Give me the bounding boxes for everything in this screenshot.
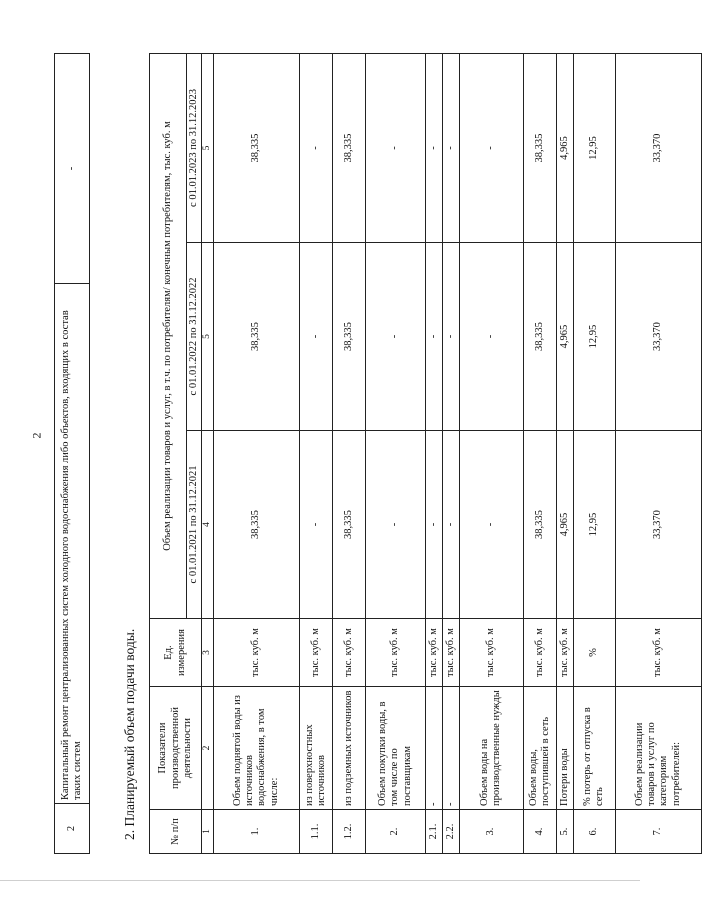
row-indicator: из поверхностных источников xyxy=(299,687,332,810)
table-row xyxy=(55,54,90,854)
table-row xyxy=(615,54,701,854)
repair-number: 2 xyxy=(55,804,90,854)
row-value-2022: - xyxy=(425,243,442,431)
row-unit: тыс. куб. м xyxy=(615,619,701,687)
table-row xyxy=(425,54,442,854)
row-unit: тыс. куб. м xyxy=(459,619,523,687)
index-cell: 5 xyxy=(202,54,214,243)
row-value-2022: - xyxy=(299,243,332,431)
row-value-2021: 33,370 xyxy=(615,431,701,619)
table-row xyxy=(523,54,556,854)
row-value-2021: 12,95 xyxy=(573,431,615,619)
rotated-content xyxy=(54,54,682,854)
row-value-2022: 38,335 xyxy=(213,243,299,431)
row-value-2021: 4,965 xyxy=(556,431,573,619)
row-unit: тыс. куб. м xyxy=(299,619,332,687)
header-period-2: с 01.01.2022 по 31.12.2022 xyxy=(187,243,202,431)
row-value-2021: - xyxy=(365,431,425,619)
row-indicator: Объем реализации товаров и услуг по категориям потребителей: xyxy=(615,687,701,810)
table-row xyxy=(556,54,573,854)
table-row xyxy=(442,54,459,854)
index-row xyxy=(202,54,214,854)
table-row xyxy=(365,54,425,854)
row-num: 3. xyxy=(459,810,523,854)
row-indicator: % потерь от отпуска в сеть xyxy=(573,687,615,810)
row-unit: тыс. куб. м xyxy=(523,619,556,687)
index-cell: 3 xyxy=(202,619,214,687)
row-unit: тыс. куб. м xyxy=(442,619,459,687)
row-unit: тыс. куб. м xyxy=(556,619,573,687)
row-unit: тыс. куб. м xyxy=(365,619,425,687)
scan-edge-line xyxy=(0,880,640,881)
header-row xyxy=(150,54,187,854)
row-value-2021: 38,335 xyxy=(213,431,299,619)
index-cell: 1 xyxy=(202,810,214,854)
header-indicator: Показатели производственной деятельности xyxy=(150,687,202,810)
repair-value: - xyxy=(55,54,90,284)
table-row xyxy=(459,54,523,854)
table-row xyxy=(573,54,615,854)
row-num: 2. xyxy=(365,810,425,854)
water-supply-table xyxy=(149,53,702,854)
row-value-2022: 38,335 xyxy=(332,243,365,431)
row-value-2021: - xyxy=(425,431,442,619)
row-value-2023: 33,370 xyxy=(615,54,701,243)
row-indicator: Объем воды на производственные нужды xyxy=(459,687,523,810)
header-period-3: с 01.01.2023 по 31.12.2023 xyxy=(187,54,202,243)
header-num: № п/п xyxy=(150,810,202,854)
table-row xyxy=(299,54,332,854)
row-value-2022: - xyxy=(459,243,523,431)
row-num: 4. xyxy=(523,810,556,854)
row-value-2023: - xyxy=(442,54,459,243)
row-value-2023: 4,965 xyxy=(556,54,573,243)
row-value-2021: - xyxy=(442,431,459,619)
row-unit: тыс. куб. м xyxy=(213,619,299,687)
row-value-2021: - xyxy=(299,431,332,619)
row-num: 5. xyxy=(556,810,573,854)
row-indicator: Объем поднятой воды из источников водоснабжения, в том числе: xyxy=(213,687,299,810)
row-num: 1. xyxy=(213,810,299,854)
row-value-2023: - xyxy=(425,54,442,243)
row-indicator: Потери воды xyxy=(556,687,573,810)
row-value-2021: - xyxy=(459,431,523,619)
row-unit: тыс. куб. м xyxy=(425,619,442,687)
row-num: 7. xyxy=(615,810,701,854)
row-value-2021: 38,335 xyxy=(332,431,365,619)
row-value-2022: - xyxy=(365,243,425,431)
row-num: 2.2. xyxy=(442,810,459,854)
row-value-2022: 38,335 xyxy=(523,243,556,431)
row-value-2023: 12,95 xyxy=(573,54,615,243)
row-value-2023: - xyxy=(459,54,523,243)
row-indicator: - xyxy=(442,687,459,810)
row-indicator: - xyxy=(425,687,442,810)
repair-text: Капитальный ремонт централизованных систем холодного водоснабжения либо объектов, входящих в состав таких систем xyxy=(55,284,90,804)
row-value-2023: - xyxy=(365,54,425,243)
table-row xyxy=(213,54,299,854)
table-row xyxy=(332,54,365,854)
row-indicator: Объем покупки воды, в том числе по поставщикам xyxy=(365,687,425,810)
row-num: 1.2. xyxy=(332,810,365,854)
index-cell: 5 xyxy=(202,243,214,431)
index-cell: 4 xyxy=(202,431,214,619)
row-value-2021: 38,335 xyxy=(523,431,556,619)
row-indicator: из подземных источников xyxy=(332,687,365,810)
row-value-2023: 38,335 xyxy=(523,54,556,243)
row-value-2022: 4,965 xyxy=(556,243,573,431)
section-title: 2. Планируемый объем подачи воды. xyxy=(122,628,137,840)
row-unit: тыс. куб. м xyxy=(332,619,365,687)
header-unit: Ед. измерения xyxy=(150,619,202,687)
row-unit: % xyxy=(573,619,615,687)
row-value-2023: - xyxy=(299,54,332,243)
row-num: 6. xyxy=(573,810,615,854)
row-value-2023: 38,335 xyxy=(213,54,299,243)
row-value-2022: 33,370 xyxy=(615,243,701,431)
page-number: 2 xyxy=(29,432,44,439)
row-value-2022: 12,95 xyxy=(573,243,615,431)
row-value-2022: - xyxy=(442,243,459,431)
row-indicator: Объем воды, поступившей в сеть xyxy=(523,687,556,810)
index-cell: 2 xyxy=(202,687,214,810)
row-num: 2.1. xyxy=(425,810,442,854)
repair-table xyxy=(54,53,90,854)
row-value-2023: 38,335 xyxy=(332,54,365,243)
row-num: 1.1. xyxy=(299,810,332,854)
header-period-1: с 01.01.2021 по 31.12.2021 xyxy=(187,431,202,619)
header-group: Объем реализации товаров и услуг, в т.ч. по потребителям/ конечным потребителям, тыс. куб. м xyxy=(150,54,187,619)
